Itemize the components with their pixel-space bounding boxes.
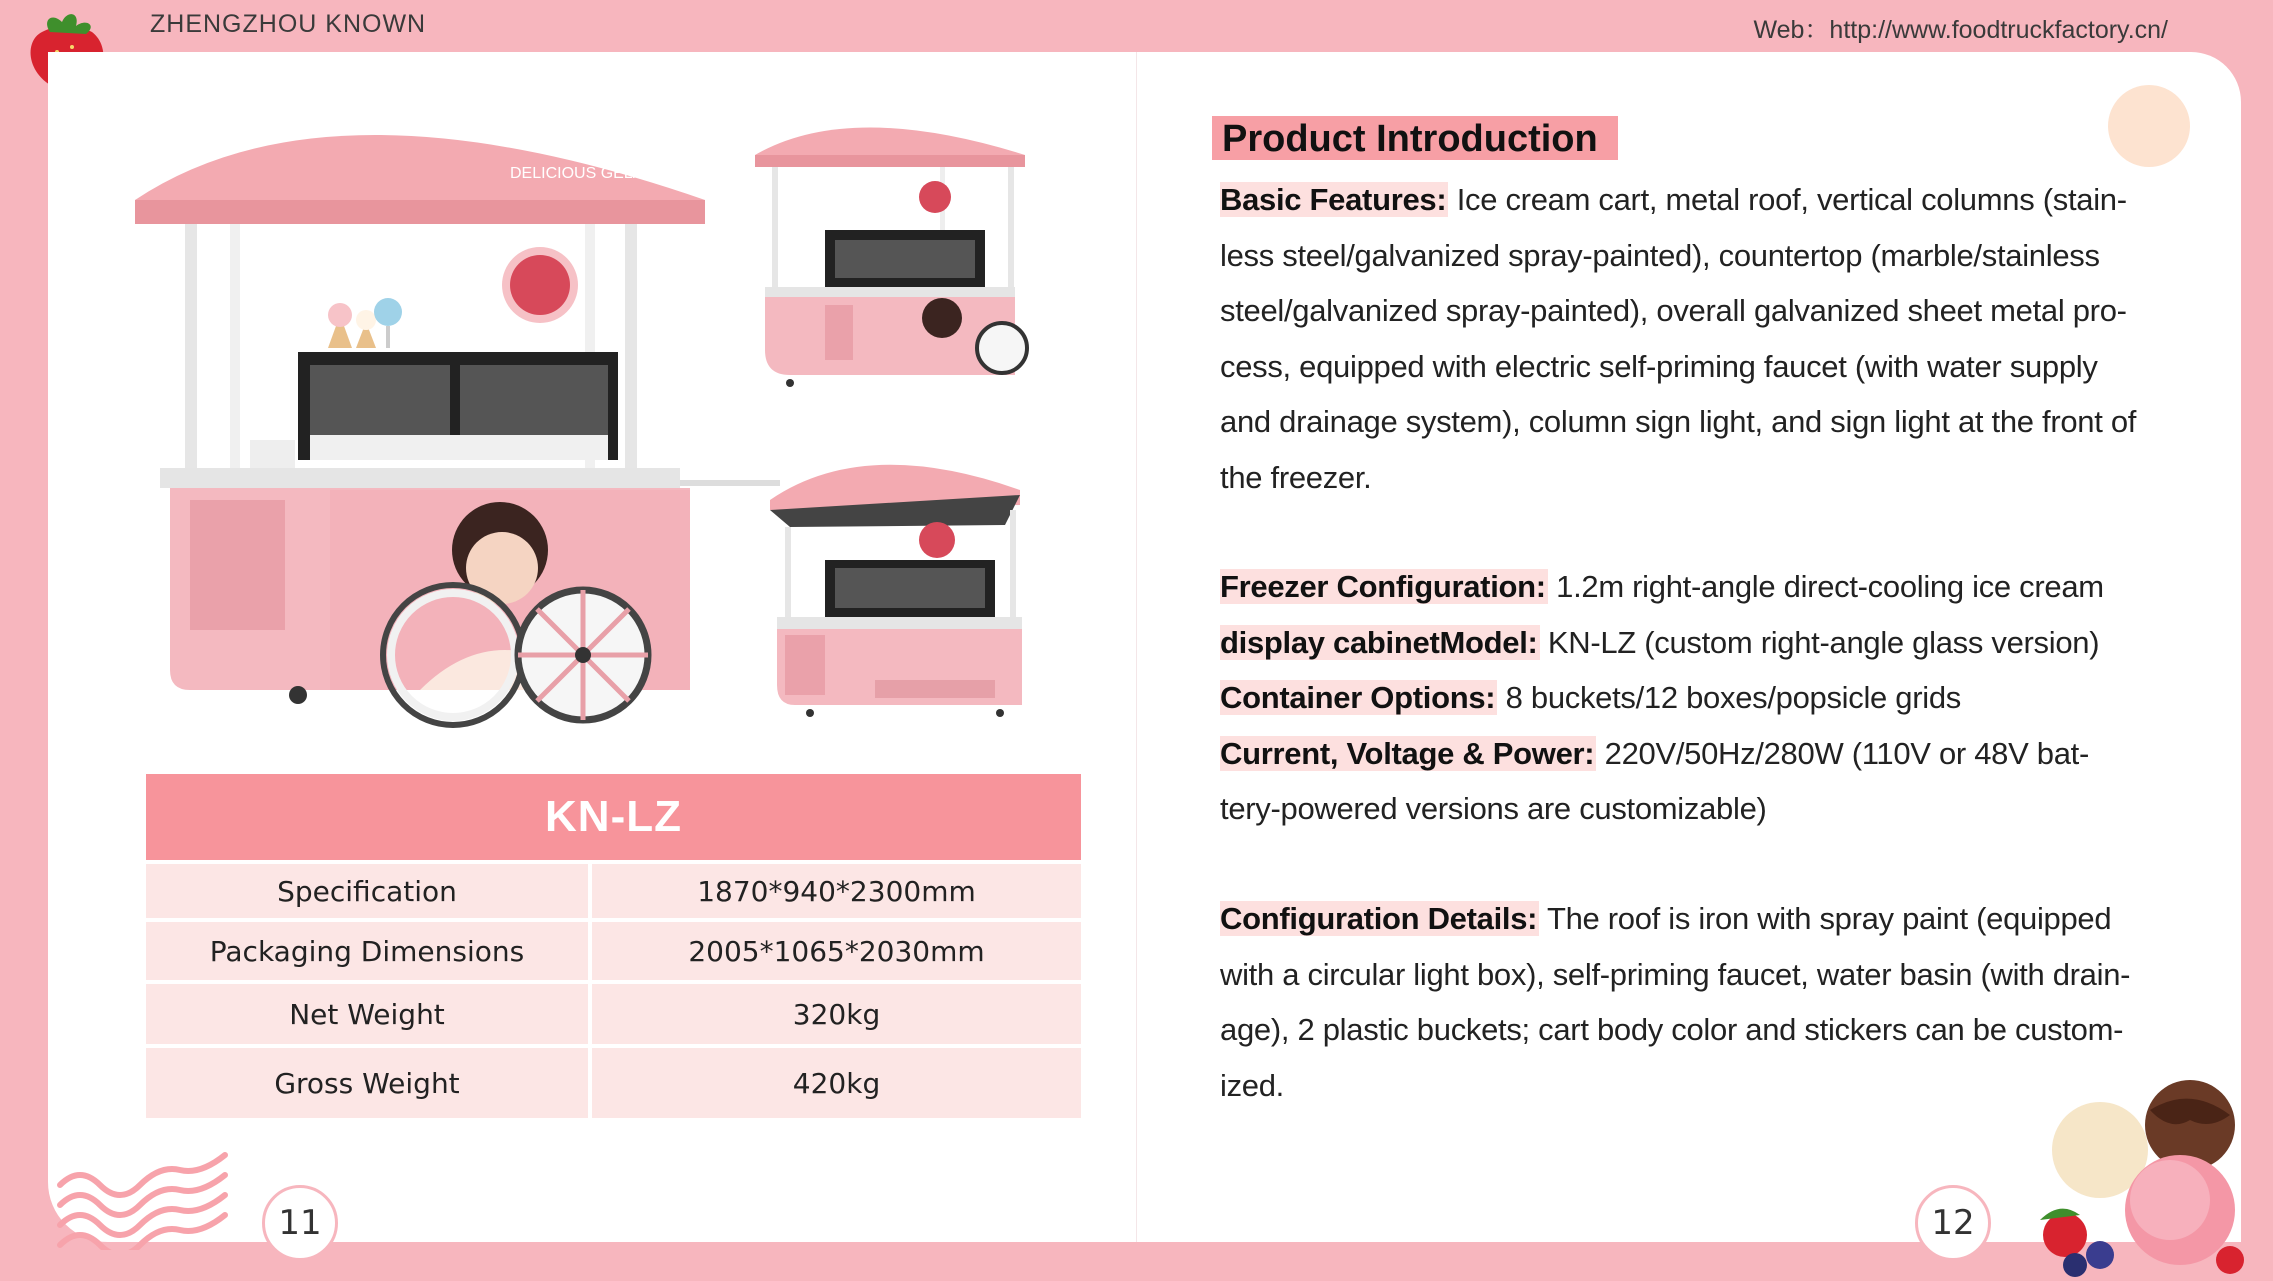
config-text: age), 2 plastic buckets; cart body color and stickers can be custom- [1220,1012,2124,1047]
table-row [146,864,1081,918]
ice-cream-cart-main-image [130,90,780,740]
page-number-right: 12 [1915,1185,1991,1261]
config-text: with a circular light box), self-priming faucet, water basin (with drain- [1220,956,2131,992]
spec-table-title: KN-LZ [146,774,1081,860]
power-label: Current, Voltage & Power: [1220,735,1595,771]
container-text: 8 buckets/12 boxes/popsicle grids [1497,680,1961,715]
table-row [146,984,1081,1044]
spec-value: 2005*1065*2030mm [688,934,985,968]
spec-value: 420kg [792,1066,881,1100]
container-label: Container Options: [1220,680,1496,715]
page-spine [1136,52,1137,1242]
ice-cream-scoops-icon [2020,1070,2273,1281]
website-link[interactable]: Web：http://www.foodtruckfactory.cn/ [1753,16,2168,44]
cart-front-view-image [765,435,1030,725]
spec-label: Gross Weight [146,1048,592,1118]
spec-label: Specification [146,864,592,918]
basic-features-text: less steel/galvanized spray-painted), countertop (marble/stainless [1220,237,2100,273]
freezer-label: Freezer Configuration: [1220,569,1546,604]
model-label: display cabinetModel: [1220,624,1538,660]
basic-features-text: and drainage system), column sign light, and sign light at the front of [1220,404,2137,439]
spec-value: 1870*940*2300mm [697,874,976,908]
brand-name: ZHENGZHOU KNOWN [150,10,427,38]
section-heading: Product Introduction [1212,116,1618,160]
power-text: 220V/50Hz/280W (110V or 48V bat- [1596,735,2090,771]
freezer-paragraph [1220,559,2180,837]
basic-features-label: Basic Features: [1220,182,1447,217]
config-label: Configuration Details: [1220,901,1538,936]
power-text-continued: tery-powered versions are customizable) [1220,791,1767,826]
basic-features-text: Ice cream cart, metal roof, vertical columns (stain- [1448,182,2127,217]
config-text: ized. [1220,1067,1284,1103]
freezer-text: 1.2m right-angle direct-cooling ice cream [1547,569,2104,604]
spec-label: Net Weight [146,984,592,1044]
wave-decoration-icon [50,1140,240,1250]
basic-features-text: the freezer. [1220,459,1372,495]
cart-side-view-image [750,105,1030,415]
config-text: The roof is iron with spray paint (equipped [1539,901,2112,936]
header-bar [0,0,2273,52]
model-text: KN-LZ (custom right-angle glass version) [1539,624,2100,660]
spec-label: Packaging Dimensions [146,922,592,980]
canopy-label: DELICIOUS GELATO [510,165,665,182]
table-row [146,922,1081,980]
table-row [146,1048,1081,1118]
spec-value: 320kg [792,997,881,1031]
page-number-left: 11 [262,1185,338,1261]
decorative-dot [2108,85,2190,167]
basic-features-text: cess, equipped with electric self-priming faucet (with water supply [1220,348,2098,384]
basic-features-paragraph [1220,172,2180,505]
basic-features-text: steel/galvanized spray-painted), overall galvanized sheet metal pro- [1220,293,2127,328]
